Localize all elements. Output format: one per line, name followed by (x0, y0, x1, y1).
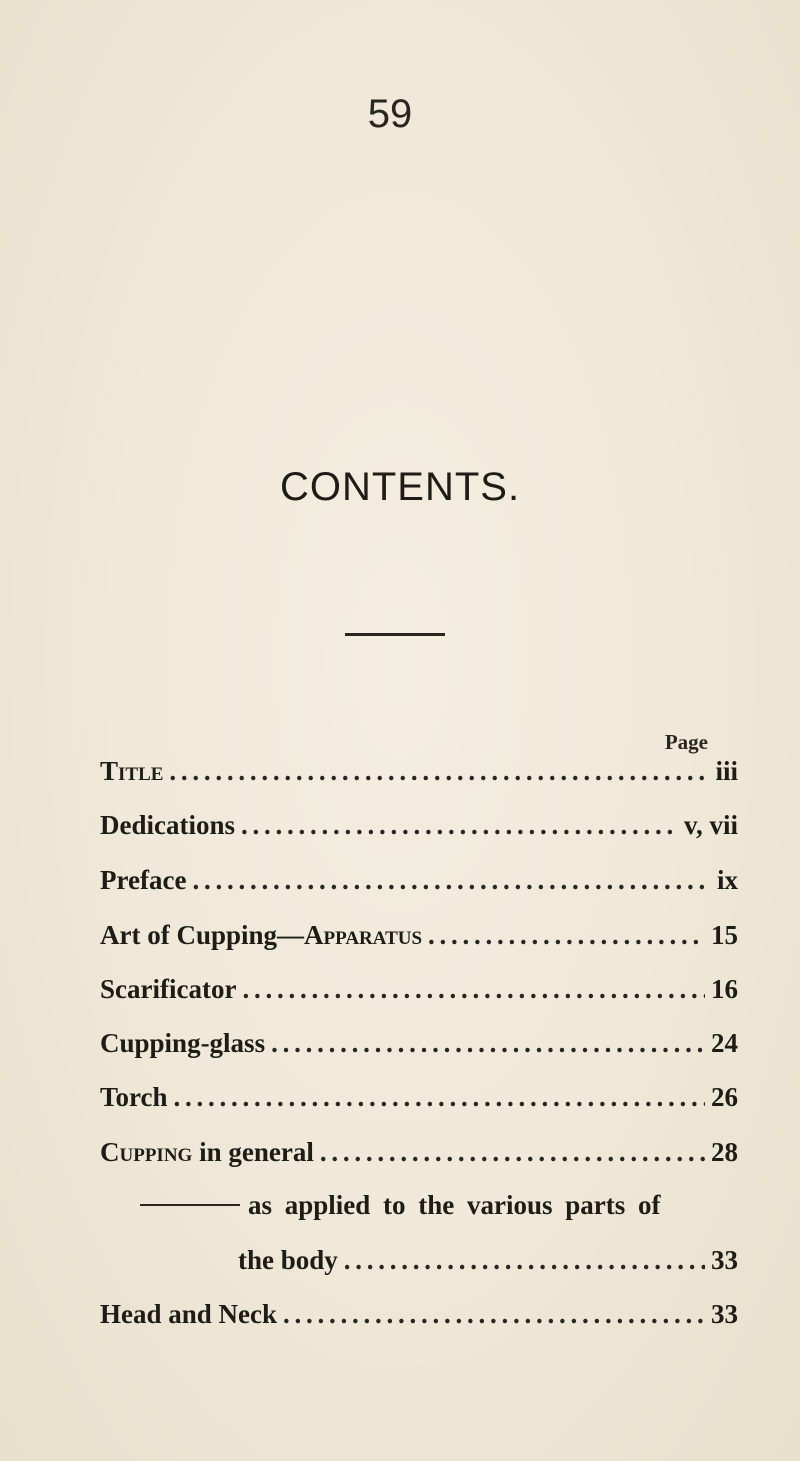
dot-leader (169, 756, 709, 787)
toc-entry-page: 26 (711, 1082, 738, 1112)
toc-entry-cupping-glass (100, 1028, 738, 1068)
dot-leader (242, 974, 705, 1005)
toc-entry-page: 28 (711, 1137, 738, 1167)
toc-entry-page: 33 (711, 1245, 738, 1275)
toc-entry-torch (100, 1082, 738, 1122)
toc-entry-scarificator (100, 974, 738, 1014)
toc-entry-dedications (100, 810, 738, 850)
toc-entry-applied-line2 (238, 1245, 738, 1285)
dot-leader (344, 1245, 705, 1276)
toc-entry-title-text (100, 920, 422, 951)
dot-leader (271, 1028, 705, 1059)
dot-leader (174, 1082, 705, 1113)
toc-entry-title-text (100, 1137, 314, 1168)
dot-leader (283, 1299, 705, 1330)
heading-rule (345, 633, 445, 636)
toc-entry-title-text: Preface (100, 865, 187, 895)
toc-entry-title-text: Dedications (100, 810, 235, 840)
toc-entry-title-text: Head and Neck (100, 1299, 278, 1329)
toc-entry-preface (100, 865, 738, 905)
toc-entry-head-and-neck (100, 1299, 738, 1339)
toc-entry-page: v, vii (683, 810, 738, 840)
ditto-dash (140, 1204, 240, 1206)
toc-entry-page: 16 (711, 974, 738, 1004)
toc-entry-title-text: Cupping-glass (100, 1028, 266, 1058)
toc-entry-title-text: Scarificator (100, 974, 237, 1004)
toc-entry-title-text: as applied to the various parts of (248, 1190, 661, 1220)
toc-entry-page: 24 (711, 1028, 738, 1058)
dot-leader (192, 865, 711, 896)
toc-entry-art-of-cupping (100, 920, 738, 960)
toc-entry-title-text: Torch (100, 1082, 168, 1112)
toc-entry-page: 33 (711, 1299, 738, 1329)
toc-entry-title-text: Title (100, 756, 164, 786)
contents-heading: CONTENTS. (279, 465, 521, 509)
dot-leader (320, 1137, 705, 1168)
dot-leader (428, 920, 705, 951)
toc-entry-applied-line1 (140, 1190, 738, 1230)
toc-entry-page: 15 (711, 920, 738, 950)
page-number: 59 (367, 92, 413, 136)
toc-title-plain: Art of Cupping— (100, 920, 305, 950)
page-column-label: Page (664, 730, 708, 754)
toc-entry-page: ix (716, 865, 738, 895)
toc-title-plain: in general (192, 1137, 314, 1167)
toc-entry-page: iii (715, 756, 738, 786)
toc-entry-cupping-general (100, 1137, 738, 1177)
toc-title-caps: Apparatus (304, 920, 423, 950)
dot-leader (241, 810, 678, 841)
toc-entry-title-text: the body (238, 1245, 338, 1275)
toc-title-caps: Cupping (100, 1137, 193, 1167)
toc-entry-title (100, 756, 738, 796)
